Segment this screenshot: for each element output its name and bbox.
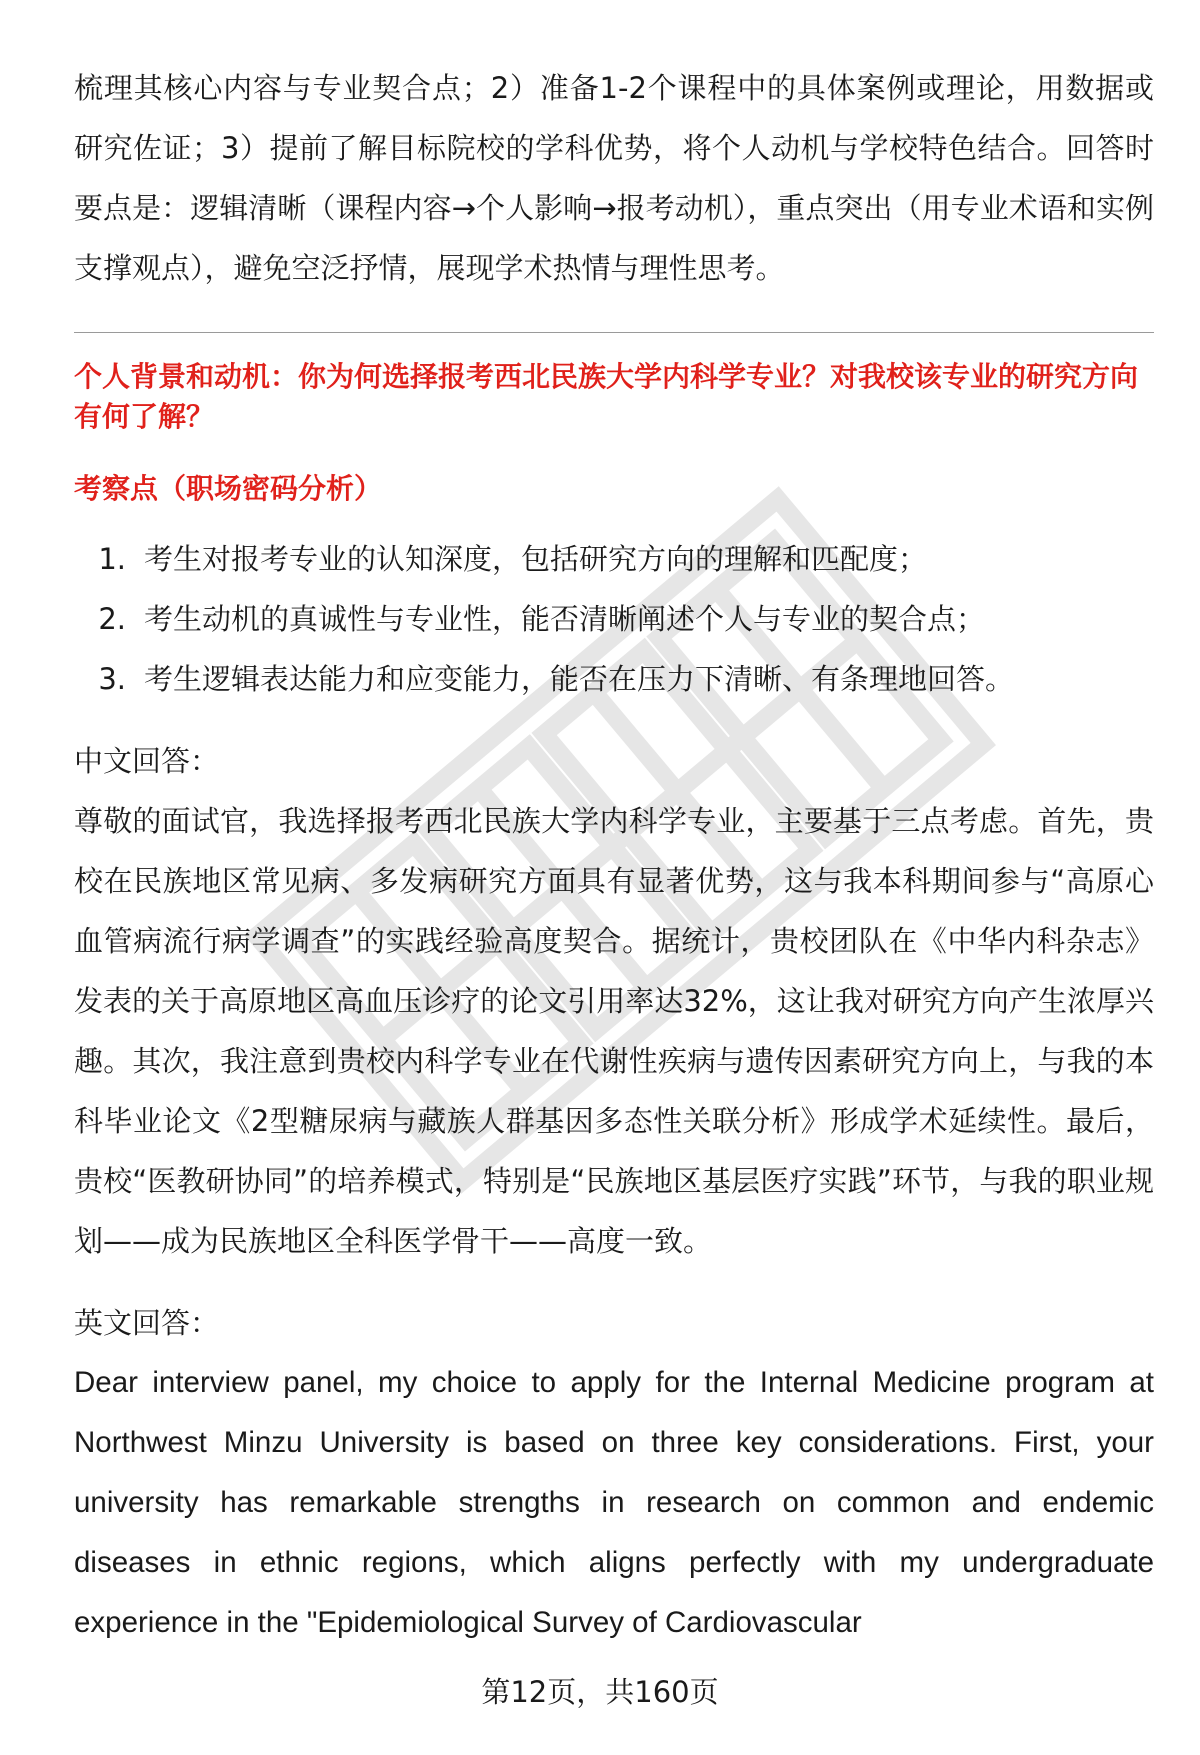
- list-item-text: 考生逻辑表达能力和应变能力，能否在压力下清晰、有条理地回答。: [144, 662, 1015, 696]
- list-item: [74, 529, 1154, 589]
- english-answer-label: 英文回答：: [74, 1306, 220, 1340]
- section-divider: [74, 332, 1154, 333]
- list-item-number: 3.: [98, 662, 126, 696]
- list-item-number: 1.: [98, 542, 126, 576]
- assessment-points-heading: 考察点（职场密码分析）: [74, 472, 383, 505]
- list-item-number: 2.: [98, 602, 126, 636]
- page-number-footer: 第12页，共160页: [481, 1675, 719, 1709]
- assessment-points-list: [74, 529, 1154, 709]
- list-item-text: 考生对报考专业的认知深度，包括研究方向的理解和匹配度；: [144, 542, 928, 576]
- intro-paragraph: 梳理其核心内容与专业契合点；2）准备1-2个课程中的具体案例或理论，用数据或研究佐证；3）提前了解目标院校的学科优势，将个人动机与学校特色结合。回答时要点是：逻辑清晰（课程内容→个人影响→报考动机），重点突出（用专业术语和实例支撑观点），避免空泛抒情，展现学术热情与理性思考。: [74, 71, 1154, 285]
- question-title: 个人背景和动机：你为何选择报考西北民族大学内科学专业？对我校该专业的研究方向有何了解？: [74, 360, 1139, 433]
- english-answer-text: Dear interview panel, my choice to apply for the Internal Medicine program at Northwest Minzu University is based on three key considerations. First, your university has remarkable strengths in research on common and endemic diseases in ethnic regions, which aligns perfectly with my undergraduate experience in the "Epidemiological Survey of Cardiovascular: [74, 1366, 1154, 1639]
- content-column: [74, 58, 1154, 1653]
- list-item: [74, 589, 1154, 649]
- list-item-text: 考生动机的真诚性与专业性，能否清晰阐述个人与专业的契合点；: [144, 602, 986, 636]
- list-item: [74, 649, 1154, 709]
- chinese-answer-text: 尊敬的面试官，我选择报考西北民族大学内科学专业，主要基于三点考虑。首先，贵校在民族地区常见病、多发病研究方面具有显著优势，这与我本科期间参与“高原心血管病流行病学调查”的实践经验高度契合。据统计，贵校团队在《中华内科杂志》发表的关于高原地区高血压诊疗的论文引用率达32%，这让我对研究方向产生浓厚兴趣。其次，我注意到贵校内科学专业在代谢性疾病与遗传因素研究方向上，与我的本科毕业论文《2型糖尿病与藏族人群基因多态性关联分析》形成学术延续性。最后，贵校“医教研协同”的培养模式，特别是“民族地区基层医疗实践”环节，与我的职业规划——成为民族地区全科医学骨干——高度一致。: [74, 804, 1154, 1258]
- chinese-answer-label: 中文回答：: [74, 744, 220, 778]
